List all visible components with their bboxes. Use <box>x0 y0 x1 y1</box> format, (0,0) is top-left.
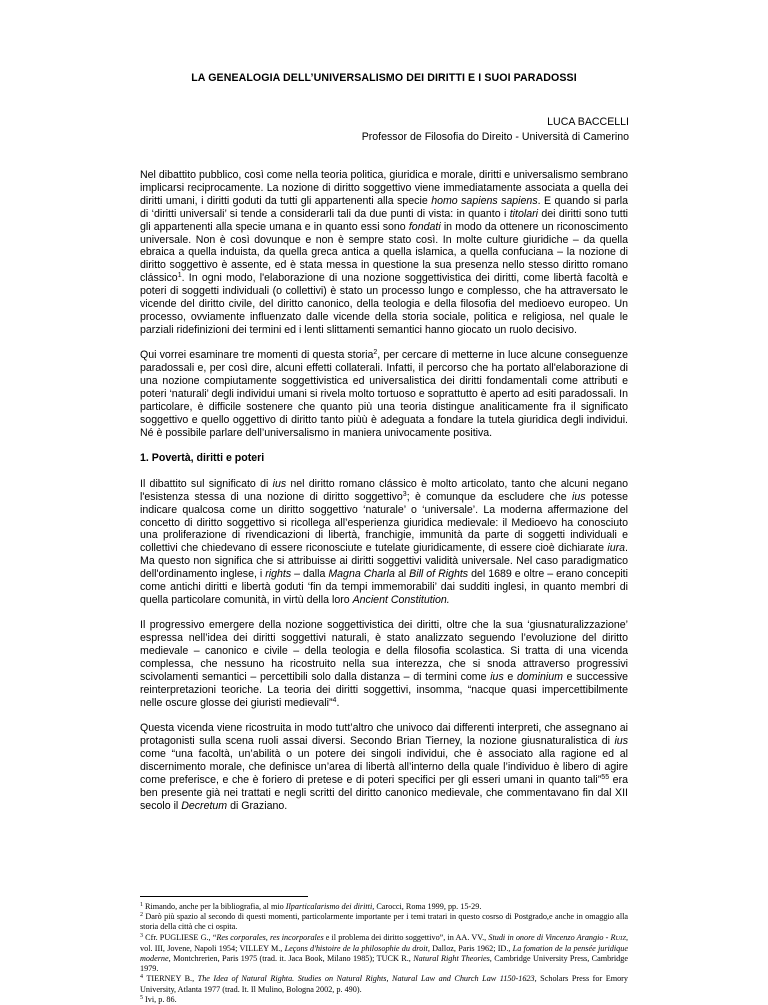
footnote-separator <box>140 896 308 897</box>
footnote-ref: 1 <box>177 272 182 280</box>
footnote-ref: 3 <box>402 490 407 498</box>
author-affiliation: Professor de Filosofia do Direito - Università di Camerino <box>361 131 629 143</box>
footnote: $^5$ Ivi, p. 86. <box>140 994 177 1004</box>
paragraph: Il dibattito sul significato di ius nel diritto romano clássico è molto articolato, tanto che alcuni negano l'esistenza stessa di una nozione di diritto soggettivo$^3$; è comunque da escludere che ius potesse indicare qualcosa come un diritto soggettivo ‘naturale’ o ‘universale’. La moderna affermazione del concetto di diritto soggettivo si ricollega all’esperienza giuridica medievale: il Medioevo ha conosciuto una proliferazione di rivendicazioni di libertà, franchigie, immunità da parte di soggetti individuali e collettivi che chiedevano di essere riconosciute e tutelate giuridicamente, di essere cioè dichiarate iura. Ma questo non significa che si attribuisse ai diritti soggettivi validità universale. Nel caso paradigmatico dell'ordinamento inglese, i rights – dalla Magna Charla al Bill of Rights del 1689 e oltre – erano concepiti come antichi diritti e libertà goduti ‘fin da tempi immemorabili’ dai sudditi inglesi, in quanto membri di quella particolare comunità, in virtù della loro Ancient Constitution. <box>140 477 629 606</box>
paragraph: Nel dibattito pubblico, così come nella teoria politica, giuridica e morale, diritti e universalismo sembrano implicarsi reciprocamente. La nozione di diritto soggettivo viene immediatamente associata a quella dei diritti umani, i diritti goduti da tutti gli appartenenti alla specie homo sapiens sapiens. E quando si parla di ‘diritti universali’ si tende a considerarli tali da due punti di vista: in quanto i titolari dei diritti sono tutti gli appartenenti alla specie umana e in quanto essi sono fondati in modo da ottenere un riconoscimento universale. Non è così dovunque e non è sempre stato così. In molte culture giuridiche – da quella ebraica a quella induista, da quella greca antica a quella islamica, a quella confuciana – la nozione di diritto soggettivo è assente, ed è stata messa in questione la sua presenza nello stesso diritto romano clássico$^1$. In ogni modo, l'elaborazione di una nozione soggettivistica dei diritti, come libertà facoltà e poteri di soggetti individuali (o collettivi) è stato un processo lungo e complesso, che ha attraversato le vicende del diritto civile, del diritto canonico, della teologia e della filosofia del medioevo europeo. Un processo, ovviamente influenzato dalle vicende della storia sociale, politica e religiosa, nel quale le parziali ridefinizioni dei termini ed i lenti slittamenti semantici hanno giocato un ruolo decisivo. <box>140 169 629 336</box>
footnote-ref: 4 <box>332 696 337 704</box>
footnote: $^4$ TIERNEY B., The Idea of Natural Righta. Studies on Natural Rights, Natural Law and Church Law 1150-1623, Scholars Press for Emory University, Atlanta 1977 (trad. It. Il Mulino, Bologna 2002, p. 490). <box>140 974 628 994</box>
paragraph: Qui vorrei esaminare tre momenti di questa storia$^2$, per cercare di metterne in luce alcune conseguenze paradossali e, per così dire, alcuni effetti collaterali. Infatti, il percorso che ha portato all'elaborazione di una nozione compiutamente soggettivistica ed universalistica dei diritti fondamentali come attributi e poteri ‘naturali’ degli individui umani si rivela molto tortuoso e soprattutto è aperto ad esiti paradossali. In particolare, è difficile sostenere che quanto più una teoria distingue analiticamente fra il significato soggettivo e quello oggettivo di diritto tanto piùù è adeguata a fondare la tutela giuridica degli individui. Né è possibile parlare dell’universalismo in maniera univocamente positiva. <box>140 349 628 439</box>
paragraph: Il progressivo emergere della nozione soggettivistica dei diritti, oltre che la sua ‘giusnaturalizzazione’ espressa nell’idea dei diritti soggettivi naturali, è stato analizzato seguendo l’evoluzione del diritto medievale – canonico e civile – della teologia e della filosofia scolastica. Si tratta di una vicenda complessa, che nessuno ha ricostruito nella sua interezza, che si snoda attraverso progressivi scivolamenti semantici – percettibili solo dalla distanza – di termini come ius e dominium e successive reinterpretazioni teoriche. La teoria dei diritti soggettivi, insomma, “nacque quasi impercettibilmente nelle oscure glosse dei giuristi medievali”$^4$. <box>140 619 629 709</box>
footnote: $^1$ Rimando, anche per la bibliografia, al mio Ilparticalarismo dei diritti, Carocci, Roma 1999, pp. 15-29. <box>140 902 482 911</box>
footnote-ref: 55 <box>601 774 610 782</box>
author-block <box>362 115 629 145</box>
footnote: $^2$ Darò più spazio al secondo di questi momenti, particolarmente importante per i temi tratari in questo cosrso di Postgrado,e anche in omaggio alla storia della città che ci ospita. <box>140 912 628 932</box>
footnote-ref: 2 <box>373 349 378 357</box>
section-heading: 1. Povertà, diritti e poteri <box>140 452 265 465</box>
footnotes <box>140 902 628 1005</box>
author-name: LUCA BACCELLI <box>547 116 629 128</box>
paragraph: Questa vicenda viene ricostruita in modo tutt’altro che univoco dai differenti interpreti, che assegnano ai protagonisti sulla scena ruoli assai diversi. Secondo Brian Tierney, la nozione giusnaturalistica di ius come “una facoltà, un’abilità o un potere dei singoli individui, che è associato alla ragione ed al discernimento morale, che definisce un’area di libertà all’interno della quale l’individuo è libero di agire come preferisce, e che è foriero di pretese e di poteri specifici per gli esseri umani in quanto tali”$^{55}$ era ben presente già nei trattati e negli scritti del diritto canonico medievale, che commentavano fin dal XII secolo il Decretum di Graziano. <box>140 722 628 812</box>
document-title: LA GENEALOGIA DELL’UNIVERSALISMO DEI DIRITTI E I SUOI PARADOSSI <box>191 72 577 84</box>
body-text <box>140 169 628 825</box>
footnote: $^3$ Cfr. PUGLIESE G., “Res corporales, res incorporales e il problema dei diritto soggettivo”, in AA. VV., Studi in onore di Vincenzo Arangio - RUIZ, vol. III, Jovene, Napoli 1954; VILLEY M., Leçons d'histoire de la philosophie du droit, Dalloz, Paris 1962; ID., La fomation de la pensée juridique moderne, Montchrerien, Paris 1975 (trad. it. Jaca Book, Milano 1985); TUCK R., Natural Right Theories, Cambridge University Press, Cambridge 1979. <box>140 932 629 974</box>
